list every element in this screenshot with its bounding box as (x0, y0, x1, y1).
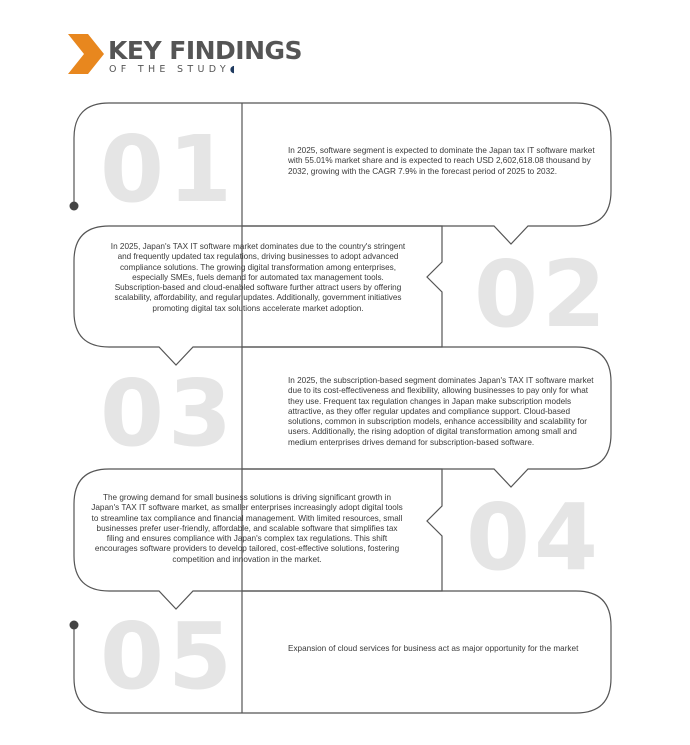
finding-number-05: 05 (100, 603, 237, 710)
finding-text-04: The growing demand for small business solutions is driving significant growth in Japan's TAX IT software market, as smaller enterprises increasingly adopt digital tools to streamline tax compliance and financial management. With limited resources, small businesses prefer user-friendly, affordable, and scalable software that simplifies tax filing and ensures compliance with Japan's complex tax regulations. This shift encourages software providers to develop tailored, cost-effective solutions, fostering competition and innovation in the market. (91, 493, 403, 564)
crescent-icon: ◖ (229, 64, 235, 75)
finding-text-03: In 2025, the subscription-based segment dominates Japan's TAX IT software market due to its cost-effectiveness and flexibility, allowing businesses to pay only for what they use. Frequent tax regulation changes in Japan make subscription models attractive, as they offer regular updates and compliance support. Cloud-based solutions, common in subscription models, enhance accessibility and scalability for users. Additionally, the rising adoption of digital transformation among small and medium enterprises drives demand for subscription-based software. (288, 376, 594, 447)
subtitle-text: OF THE STUDY (109, 64, 230, 75)
finding-number-02: 02 (474, 241, 611, 348)
finding-number-01: 01 (100, 116, 237, 223)
finding-text-01: In 2025, software segment is expected to dominate the Japan tax IT software market with 55.01% market share and is expected to reach USD 2,602,618.08 thousand by 2032, growing with the CAGR 7.9% in the forecast period of 2025 to 2032. (288, 146, 595, 176)
finding-number-03: 03 (100, 360, 237, 467)
finding-text-05: Expansion of cloud services for business act as major opportunity for the market (288, 644, 579, 653)
finding-text-02: In 2025, Japan's TAX IT software market dominates due to the country's stringent and frequently updated tax regulations, driving businesses to adopt advanced compliance solutions. The growing digital transformation among enterprises, especially SMEs, fuels demand for automated tax management tools. Subscription-based and cloud-enabled software further attract users by offering scalability, affordability, and regular updates. Additionally, government initiatives promoting digital tax solutions accelerate market adoption. (110, 242, 406, 313)
page-title: KEY FINDINGS (108, 36, 303, 65)
finding-number-04: 04 (466, 484, 603, 591)
timeline-dot-top (70, 202, 79, 211)
timeline-dot-bottom (70, 621, 79, 630)
